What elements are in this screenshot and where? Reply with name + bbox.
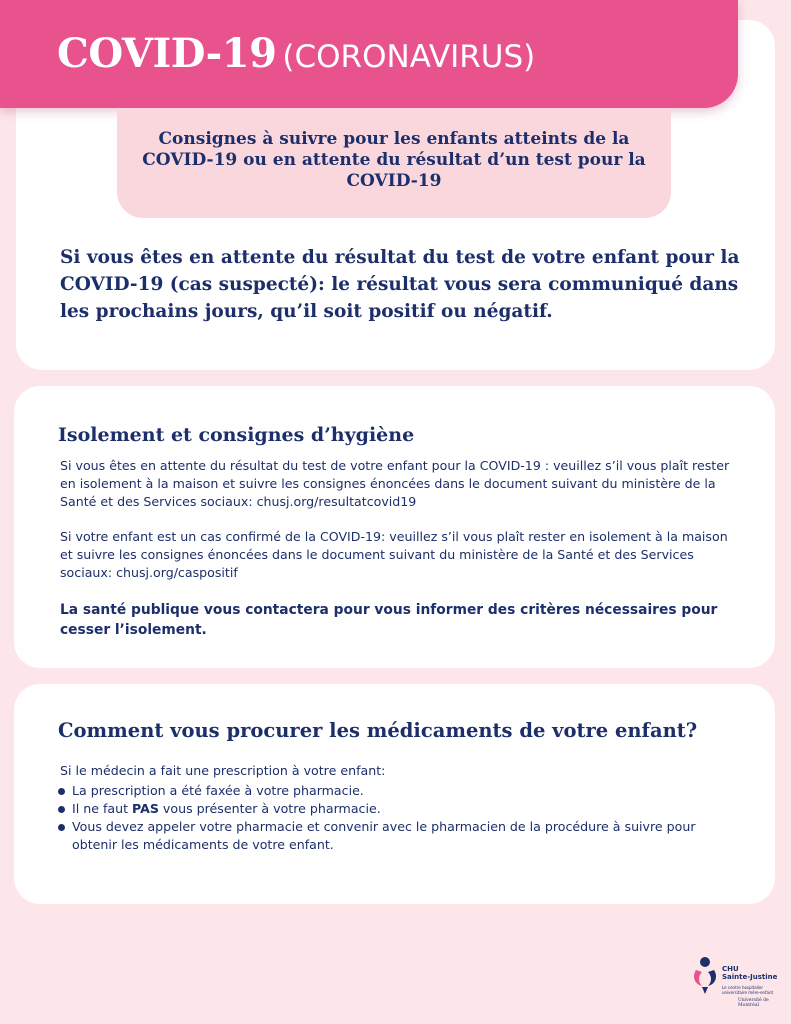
list-item [56,800,696,818]
list-item [56,818,696,854]
list-item-text: vous présenter à votre pharmacie. [158,801,381,816]
isolation-para-suspected: Si vous êtes en attente du résultat du test de votre enfant pour la COVID-19 : veuillez s’il vous plaît rester en isolement à la maison et suivre les consignes énoncées dans le document suivant du ministère de la Santé et des Services sociaux: chusj.org/resultatcovid19 [60,458,730,509]
lead-text: Si vous êtes en attente du résultat du test de votre enfant pour la COVID-19 (cas suspecté): le résultat vous sera communiqué dans les prochains jours, qu’il soit positif ou négatif. [60,247,740,322]
title-banner [0,0,738,108]
bullet-icon [58,788,65,795]
logo-university: Université de Montréal [738,998,769,1008]
logo-name [722,966,777,981]
logo-tagline: Le centre hospitalier universitaire mère-enfant [722,985,774,995]
isolation-para-confirmed: Si votre enfant est un cas confirmé de la COVID-19: veuillez s’il vous plaît rester en isolement à la maison et suivre les consignes énoncées dans le document suivant du ministère de la Santé et des Services sociaux: chusj.org/caspositif [60,529,728,580]
list-item-text: Vous devez appeler votre pharmacie et convenir avec le pharmacien de la procédure à suivre pour obtenir les médicaments de votre enfant. [72,819,696,852]
chu-logo [690,954,786,1016]
page-title [57,30,535,77]
list-item [56,782,696,800]
bullet-icon [58,824,65,831]
list-item-emphasis: PAS [132,801,159,816]
bullet-icon [58,806,65,813]
list-item-text: Il ne faut [72,801,133,816]
logo-line-2: Sainte-Justine [722,972,778,981]
medication-intro: Si le médecin a fait une prescription à votre enfant: [60,763,386,778]
medication-list [56,782,696,854]
isolation-para-public-health: La santé publique vous contactera pour vous informer des critères nécessaires pour cesser l’isolement. [60,602,718,638]
medication-heading: Comment vous procurer les médicaments de votre enfant? [58,719,698,742]
subtitle-box [117,108,671,218]
list-item-text: La prescription a été faxée à votre pharmacie. [72,783,364,798]
title-main: COVID-19 [57,30,277,77]
logo-line-1: CHU [722,965,739,973]
title-sub: (CORONAVIRUS) [282,39,536,75]
subtitle-text: Consignes à suivre pour les enfants atteints de la COVID-19 ou en attente du résultat d’un test pour la COVID-19 [142,128,646,191]
isolation-heading: Isolement et consignes d’hygiène [58,424,415,446]
chu-sainte-justine-logo-icon [690,956,720,996]
